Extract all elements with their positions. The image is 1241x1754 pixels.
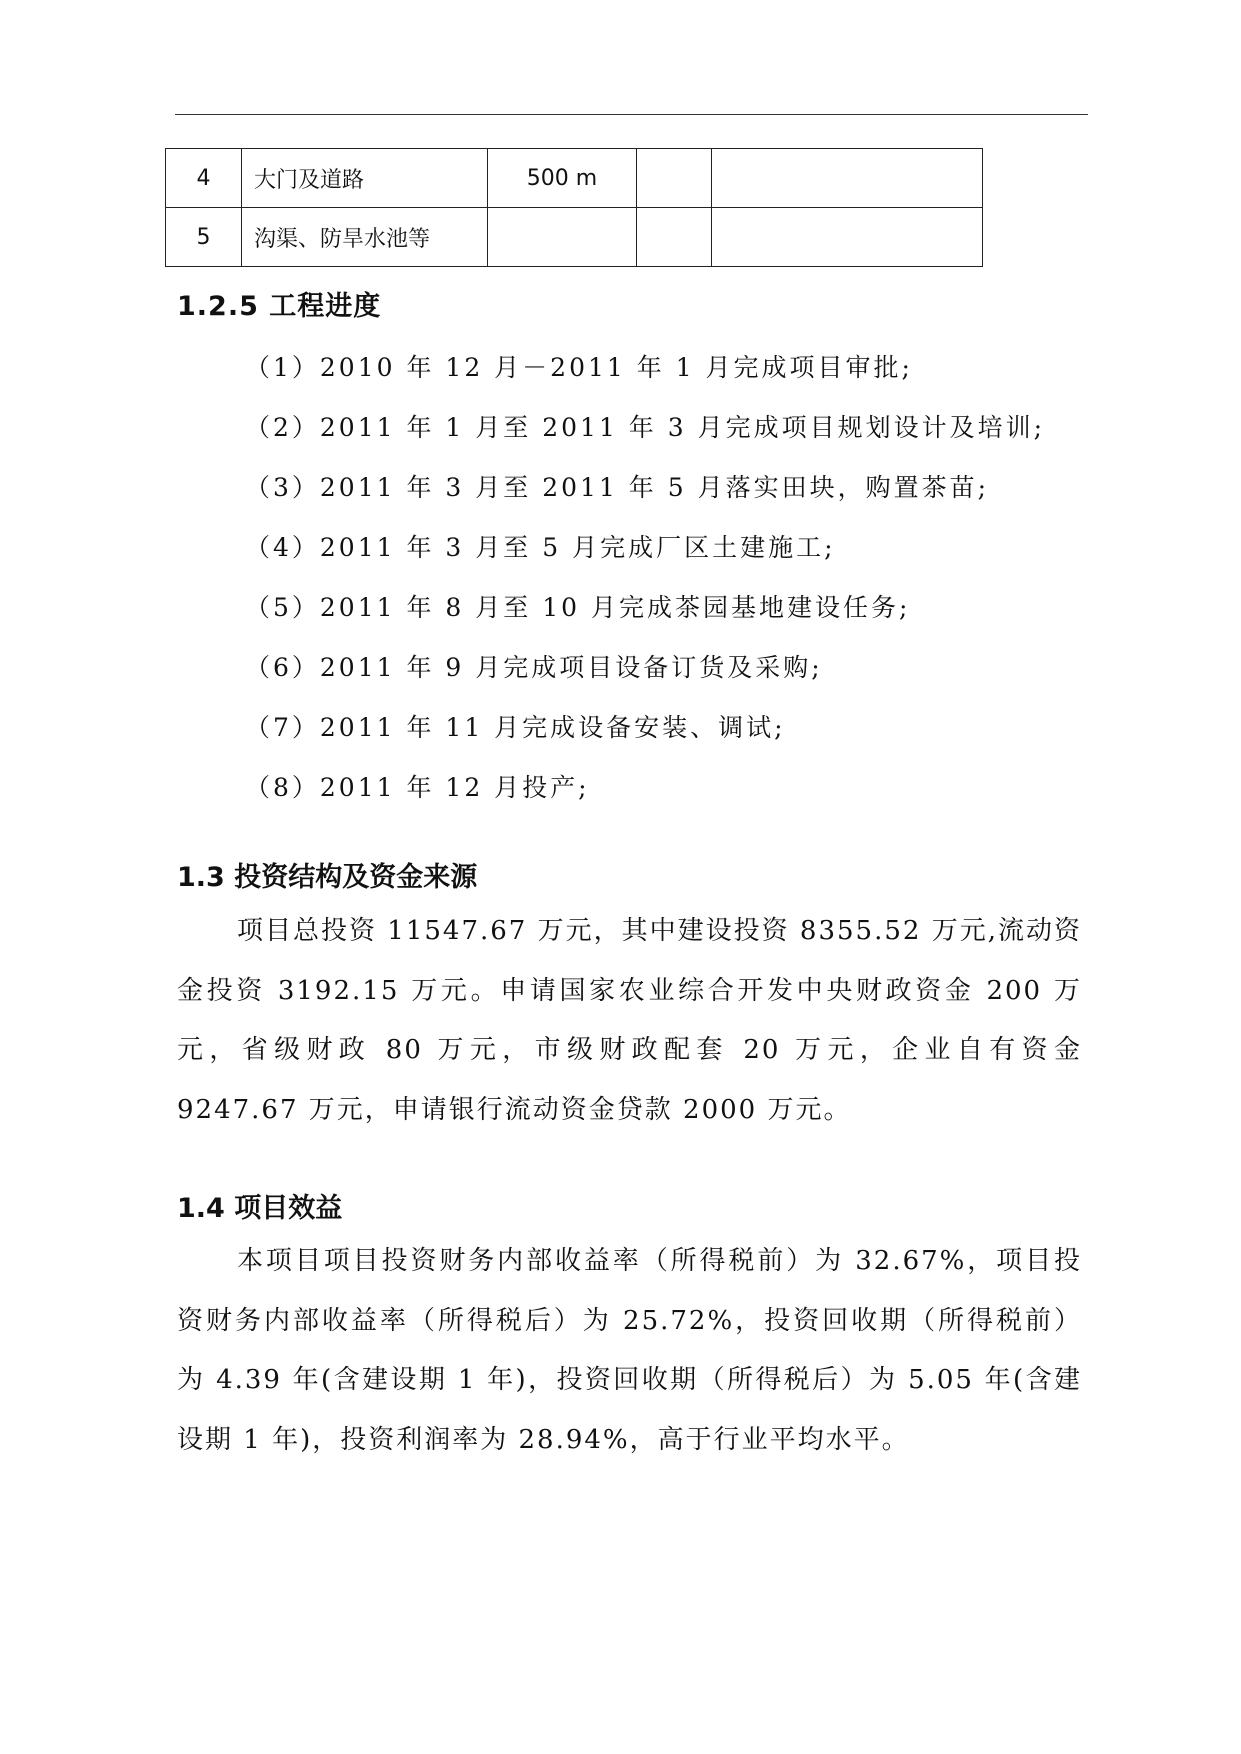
table-cell-name: 大门及道路 (242, 149, 488, 208)
schedule-item: （7）2011 年 11 月完成设备安装、调试; (245, 713, 786, 742)
table-cell-empty (712, 208, 983, 267)
table-cell-no: 5 (166, 208, 242, 267)
schedule-item: （8）2011 年 12 月投产; (245, 773, 590, 802)
project-table (165, 148, 983, 267)
investment-paragraph: 项目总投资 11547.67 万元，其中建设投资 8355.52 万元,流动资金投资 3192.15 万元。申请国家农业综合开发中央财政资金 200 万元，省级财政 80 万元，市级财政配套 20 万元，企业自有资金 9247.67 万元，申请银行流动资金贷款 2000 万元。 (177, 916, 1082, 1125)
schedule-item: （5）2011 年 8 月至 10 月完成茶园基地建设任务; (245, 593, 911, 622)
benefits-paragraph: 本项目项目投资财务内部收益率（所得税前）为 32.67%，项目投资财务内部收益率（所得税后）为 25.72%，投资回收期（所得税前）为 4.39 年(含建设期 1 年)，投资回收期（所得税后）为 5.05 年(含建设期 1 年)，投资利润率为 28.94%，高于行业平均水平。 (177, 1246, 1082, 1455)
table-row (166, 149, 983, 208)
table-cell-qty (488, 208, 637, 267)
table-cell-name: 沟渠、防旱水池等 (242, 208, 488, 267)
table-cell-qty: 500 m (488, 149, 637, 208)
schedule-item: （1）2010 年 12 月－2011 年 1 月完成项目审批; (245, 353, 913, 382)
section-heading-schedule: 1.2.5 工程进度 (177, 291, 382, 322)
table-cell-empty (637, 149, 712, 208)
table-cell-empty (712, 149, 983, 208)
table-cell-empty (637, 208, 712, 267)
schedule-item: （2）2011 年 1 月至 2011 年 3 月完成项目规划设计及培训; (245, 413, 1046, 442)
schedule-item: （3）2011 年 3 月至 2011 年 5 月落实田块，购置茶苗; (245, 473, 990, 502)
section-heading-benefits: 1.4 项目效益 (177, 1193, 343, 1224)
table-cell-no: 4 (166, 149, 242, 208)
schedule-item: （6）2011 年 9 月完成项目设备订货及采购; (245, 653, 823, 682)
header-rule (175, 114, 1088, 115)
section-heading-investment: 1.3 投资结构及资金来源 (177, 862, 478, 893)
schedule-list (245, 338, 1045, 818)
table-row (166, 208, 983, 267)
schedule-item: （4）2011 年 3 月至 5 月完成厂区土建施工; (245, 533, 836, 562)
